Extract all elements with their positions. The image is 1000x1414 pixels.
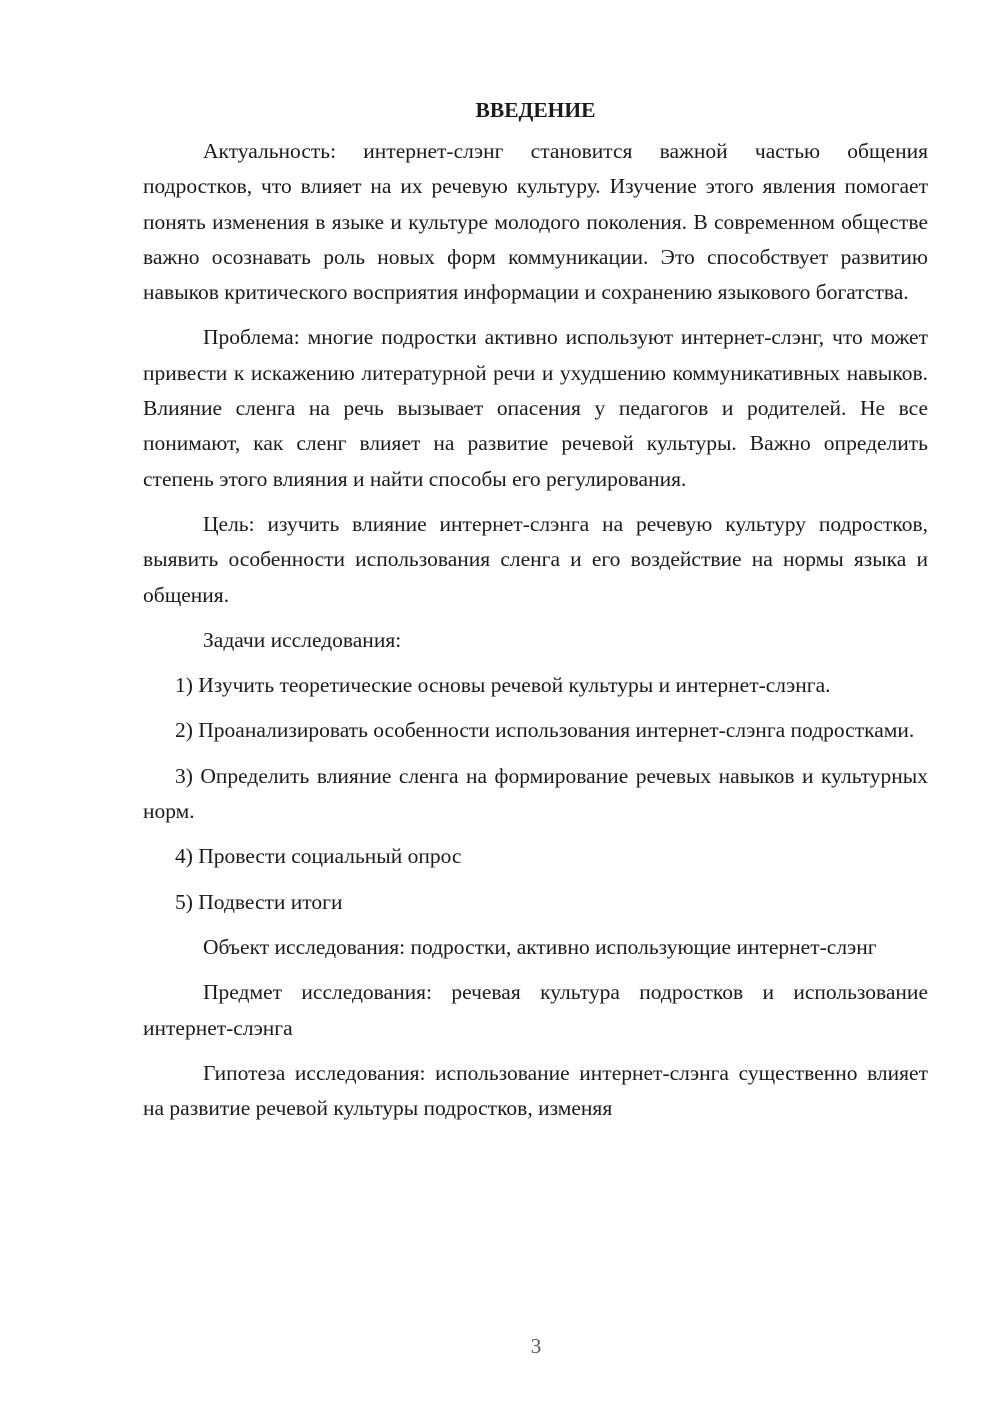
paragraph-object: Объект исследования: подростки, активно использующие интернет-слэнг <box>203 934 877 959</box>
paragraph-hypothesis: Гипотеза исследования: использование интернет-слэнга существенно влияет на развитие речевой культуры подростков, изменяя <box>143 1060 928 1121</box>
list-item-task-1: 1) Изучить теоретические основы речевой культуры и интернет-слэнга. <box>175 673 831 698</box>
paragraph-goal: Цель: изучить влияние интернет-слэнга на речевую культуру подростков, выявить особенности использования сленга и его воздействие на нормы языка и общения. <box>143 511 928 607</box>
page-number: 3 <box>530 1334 542 1358</box>
page-title: ВВЕДЕНИЕ <box>475 98 596 122</box>
list-item-task-4: 4) Провести социальный опрос <box>175 844 462 869</box>
paragraph-relevance: Актуальность: интернет-слэнг становится важной частью общения подростков, что влияет на их речевую культуру. Изучение этого явления помогает понять изменения в языке и культуре молодого поколения. В современном обществе важно осознавать роль новых форм коммуникации. Это способствует развитию навыков критического восприятия информации и сохранению языкового богатства. <box>143 139 928 305</box>
list-item-task-5: 5) Подвести итоги <box>175 889 343 914</box>
document-page <box>143 92 928 1126</box>
list-item-task-3: 3) Определить влияние сленга на формирование речевых навыков и культурных норм. <box>143 763 928 824</box>
list-item-task-2: 2) Проанализировать особенности использования интернет-слэнга подростками. <box>175 718 915 743</box>
paragraph-tasks-heading: Задачи исследования: <box>203 627 402 652</box>
paragraph-subject: Предмет исследования: речевая культура подростков и использование интернет-слэнга <box>143 980 928 1040</box>
paragraph-problem: Проблема: многие подростки активно используют интернет-слэнг, что может привести к искажению литературной речи и ухудшению коммуникативных навыков. Влияние сленга на речь вызывает опасения у педагогов и родителей. Не все понимают, как сленг влияет на развитие речевой культуры. Важно определить степень этого влияния и найти способы его регулирования. <box>143 325 928 491</box>
